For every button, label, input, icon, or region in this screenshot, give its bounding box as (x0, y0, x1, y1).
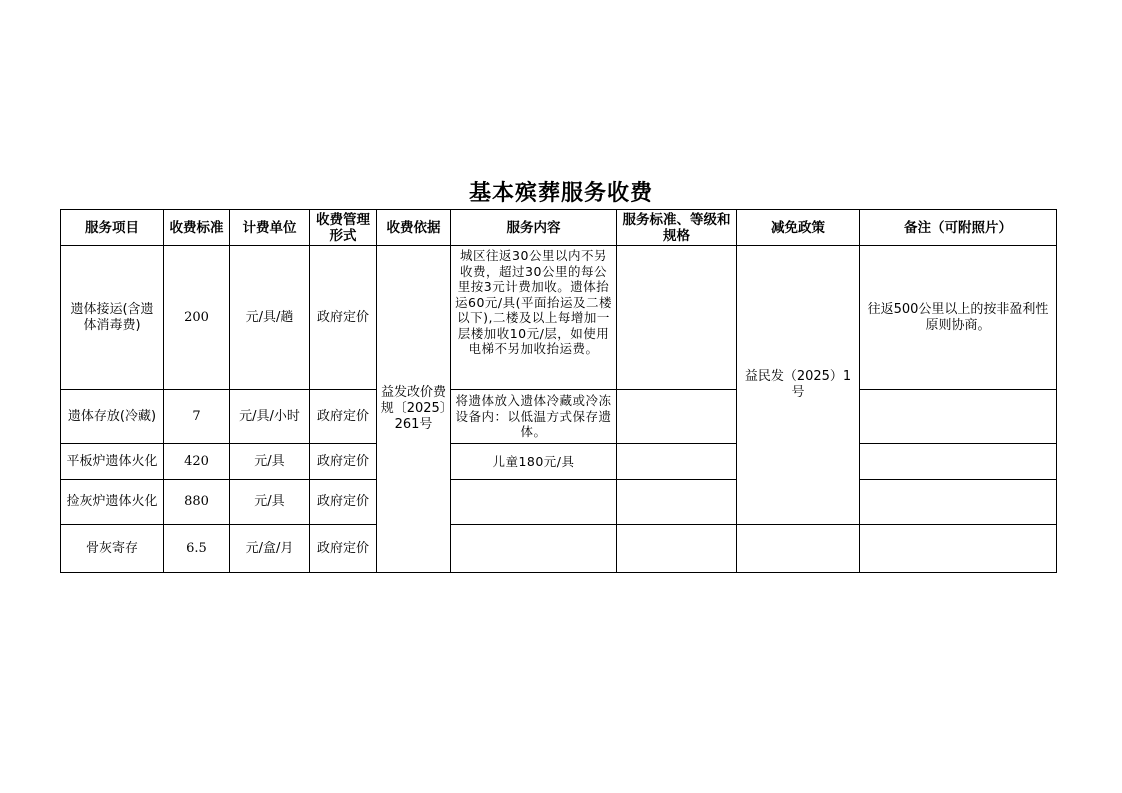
row-remark: 往返500公里以上的按非盈利性原则协商。 (860, 246, 1057, 390)
row-form: 政府定价 (310, 444, 377, 480)
row-content: 将遗体放入遗体冷藏或冷冻设备内：以低温方式保存遗体。 (451, 390, 617, 444)
row-standard (617, 390, 737, 444)
row-content (451, 480, 617, 525)
header-content: 服务内容 (451, 210, 617, 246)
row-unit: 元/具 (230, 444, 310, 480)
row-item: 骨灰寄存 (61, 525, 164, 573)
table-row (61, 444, 1057, 480)
row-form: 政府定价 (310, 525, 377, 573)
row-form: 政府定价 (310, 480, 377, 525)
row-fee: 200 (164, 246, 230, 390)
header-basis: 收费依据 (377, 210, 451, 246)
row-standard (617, 525, 737, 573)
header-form: 收费管理形式 (310, 210, 377, 246)
row-remark (860, 390, 1057, 444)
row-fee: 880 (164, 480, 230, 525)
row-unit: 元/具 (230, 480, 310, 525)
row-unit: 元/盒/月 (230, 525, 310, 573)
table-row (61, 390, 1057, 444)
table-row (61, 525, 1057, 573)
row-content: 儿童180元/具 (451, 444, 617, 480)
policy-cell-bottom (737, 525, 860, 573)
row-remark (860, 444, 1057, 480)
row-content (451, 525, 617, 573)
policy-cell: 益民发（2025）1号 (737, 246, 860, 525)
header-standard: 服务标准、等级和规格 (617, 210, 737, 246)
row-standard (617, 246, 737, 390)
row-content: 城区往返30公里以内不另收费，超过30公里的每公里按3元计费加收。遗体抬运60元/具(平面抬运及二楼以下),二楼及以上每增加一层楼加收10元/层，如使用电梯不另加收抬运费。 (451, 246, 617, 390)
header-unit: 计费单位 (230, 210, 310, 246)
table-row (61, 246, 1057, 390)
row-unit: 元/具/趟 (230, 246, 310, 390)
row-fee: 6.5 (164, 525, 230, 573)
row-item: 遗体接运(含遗体消毒费) (61, 246, 164, 390)
row-remark (860, 480, 1057, 525)
row-fee: 7 (164, 390, 230, 444)
page-title: 基本殡葬服务收费 (468, 181, 653, 206)
row-form: 政府定价 (310, 246, 377, 390)
header-row (61, 210, 1057, 246)
header-fee: 收费标准 (164, 210, 230, 246)
row-item: 平板炉遗体火化 (61, 444, 164, 480)
basis-cell: 益发改价费规〔2025〕261号 (377, 246, 451, 573)
row-unit: 元/具/小时 (230, 390, 310, 444)
table-row (61, 480, 1057, 525)
row-item: 捡灰炉遗体火化 (61, 480, 164, 525)
row-item: 遗体存放(冷藏) (61, 390, 164, 444)
header-item: 服务项目 (61, 210, 164, 246)
row-standard (617, 480, 737, 525)
header-policy: 减免政策 (737, 210, 860, 246)
row-fee: 420 (164, 444, 230, 480)
header-remark: 备注（可附照片） (860, 210, 1057, 246)
fee-table (60, 209, 1057, 573)
row-remark (860, 525, 1057, 573)
row-form: 政府定价 (310, 390, 377, 444)
row-standard (617, 444, 737, 480)
